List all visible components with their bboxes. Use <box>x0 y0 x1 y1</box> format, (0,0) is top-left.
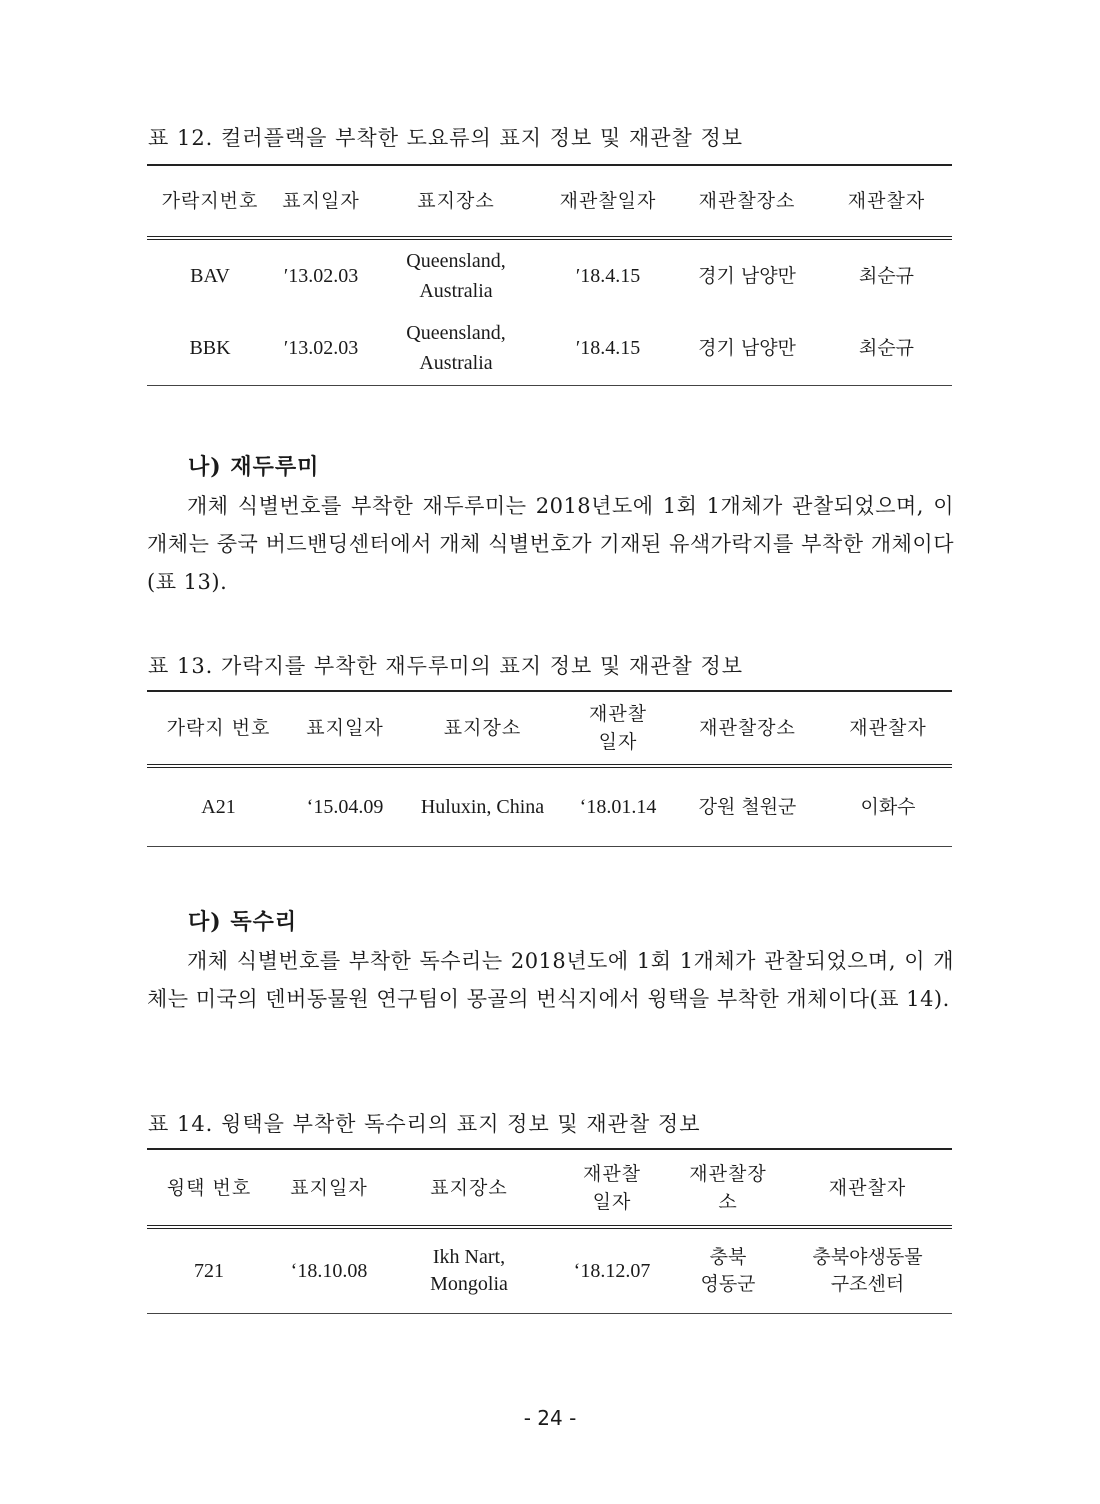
resight-location: 강원 철원군 <box>698 795 797 818</box>
observer: 최순규 <box>858 264 915 287</box>
observer <box>783 1227 952 1313</box>
section-paragraph-cinereous-vulture <box>147 942 954 1018</box>
resight-location <box>673 1227 783 1313</box>
mark-location-line2: Australia <box>419 279 493 302</box>
observer-line2: 구조센터 <box>830 1272 905 1295</box>
header-mark-location: 표지장소 <box>443 717 522 739</box>
resight-date: ′18.4.15 <box>575 264 641 287</box>
mark-location <box>387 1227 551 1313</box>
table-row <box>147 1227 952 1313</box>
resight-location-line1: 충북 <box>709 1245 747 1268</box>
header-mark-location: 표지장소 <box>430 1176 508 1199</box>
header-mark-date: 표지일자 <box>306 717 384 739</box>
table-12 <box>147 164 952 386</box>
mark-date: ′13.02.03 <box>283 336 359 359</box>
mark-location-line1: Ikh Nart, <box>432 1245 506 1268</box>
header-resight-location-line1: 재관찰장 <box>689 1162 767 1185</box>
table-14-header-row <box>147 1149 952 1227</box>
header-resight-location: 재관찰장소 <box>698 190 796 212</box>
header-resight-date-line1: 재관찰 <box>582 1162 642 1185</box>
observer-line1: 충북야생동물 <box>812 1245 923 1268</box>
table-row <box>147 238 952 311</box>
table-13-header-row <box>147 691 952 766</box>
band-number: BBK <box>189 336 231 359</box>
table-14-caption: 표 14. 윙택을 부착한 독수리의 표지 정보 및 재관찰 정보 <box>148 1112 701 1136</box>
section-title-red-crowned-crane: 나) 재두루미 <box>188 454 320 480</box>
header-band-number: 가락지 번호 <box>166 717 271 739</box>
header-resight-date <box>551 1149 673 1227</box>
page-number: - 24 - <box>523 1406 577 1430</box>
wingtag-number: 721 <box>194 1259 224 1282</box>
table-13-caption: 표 13. 가락지를 부착한 재두루미의 표지 정보 및 재관찰 정보 <box>148 654 744 678</box>
section-title-cinereous-vulture: 다) 독수리 <box>188 909 298 935</box>
mark-date: ‘15.04.09 <box>306 795 384 818</box>
mark-location <box>369 238 543 311</box>
mark-location-line1: Queensland, <box>406 321 506 344</box>
mark-location <box>369 311 543 385</box>
resight-date: ′18.4.15 <box>575 336 641 359</box>
header-resight-date-line2: 일자 <box>592 1190 632 1213</box>
resight-date: ‘18.12.07 <box>573 1259 651 1282</box>
header-resight-date <box>565 691 671 766</box>
header-resight-location-line2: 소 <box>718 1190 738 1213</box>
observer: 최순규 <box>858 336 915 359</box>
header-wingtag-number: 윙택 번호 <box>166 1176 252 1199</box>
header-mark-date: 표지일자 <box>282 190 360 212</box>
header-resight-date-line2: 일자 <box>598 731 638 753</box>
header-observer: 재관찰자 <box>849 717 927 739</box>
observer: 이화수 <box>860 795 916 818</box>
resight-location-line2: 영동군 <box>700 1272 756 1295</box>
paragraph-text: 개체 식별번호를 부착한 재두루미는 2018년도에 1회 1개체가 관찰되었으며, 이 개체는 중국 버드밴딩센터에서 개체 식별번호가 기재된 유색가락지를 부착한 개체이다(표 13). <box>147 494 954 594</box>
table-14 <box>147 1148 952 1314</box>
header-mark-location: 표지장소 <box>417 190 495 212</box>
mark-location-line1: Queensland, <box>406 249 506 272</box>
header-observer: 재관찰자 <box>847 190 926 212</box>
table-12-header-row <box>147 165 952 238</box>
resight-date: ‘18.01.14 <box>579 795 657 818</box>
header-resight-date-line1: 재관찰 <box>588 703 648 725</box>
resight-location: 경기 남양만 <box>698 264 796 287</box>
header-resight-date: 재관찰일자 <box>559 190 657 212</box>
header-observer: 재관찰자 <box>828 1176 907 1199</box>
resight-location: 경기 남양만 <box>698 336 796 359</box>
table-12-caption: 표 12. 컬러플랙을 부착한 도요류의 표지 정보 및 재관찰 정보 <box>148 126 744 150</box>
mark-location-line2: Mongolia <box>430 1272 508 1295</box>
table-row <box>147 311 952 385</box>
section-paragraph-red-crowned-crane <box>147 487 954 601</box>
header-resight-location: 재관찰장소 <box>699 717 796 739</box>
mark-location: Huluxin, China <box>420 795 545 818</box>
header-band-number: 가락지번호 <box>161 190 259 212</box>
header-mark-date: 표지일자 <box>290 1176 368 1199</box>
table-13 <box>147 690 952 847</box>
band-number: BAV <box>190 264 230 287</box>
mark-date: ‘18.10.08 <box>290 1259 368 1282</box>
mark-date: ′13.02.03 <box>283 264 359 287</box>
paragraph-text: 개체 식별번호를 부착한 독수리는 2018년도에 1회 1개체가 관찰되었으며, 이 개체는 미국의 덴버동물원 연구팀이 몽골의 번식지에서 윙택을 부착한 개체이다(표 14). <box>147 949 954 1011</box>
header-resight-location <box>673 1149 783 1227</box>
band-number: A21 <box>201 795 236 818</box>
table-row <box>147 766 952 846</box>
mark-location-line2: Australia <box>419 351 493 374</box>
